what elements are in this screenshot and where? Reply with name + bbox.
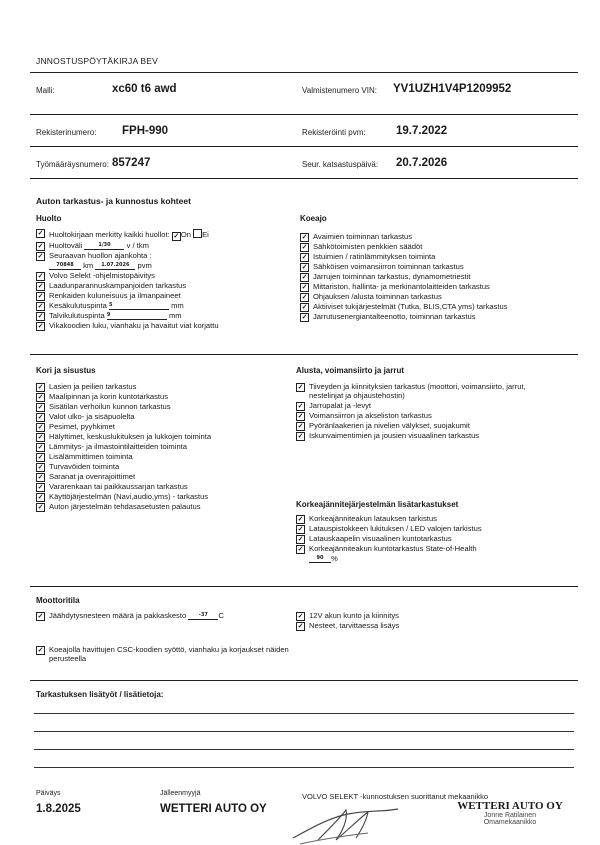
moottori-title: Moottoritila	[36, 596, 80, 605]
list-item: ✓ Laadunparannuskampanjoiden tarkastus	[37, 280, 187, 290]
list-item: ✓ Sisätilan verhoilun kunnon tarkastus	[37, 402, 171, 411]
stamp-company: WETTERI AUTO OY	[457, 800, 563, 812]
checkbox[interactable]: ✓	[301, 244, 308, 251]
work-order-value: 857247	[112, 157, 151, 169]
list-item: ✓ Pyöränlaakerien ja nivelien välykset, suojakumit	[297, 421, 470, 431]
vin-value: YV1UZH1V4P1209952	[393, 83, 512, 95]
list-item: ✓ Tiiveyden ja kiinnityksien tarkastus (moottori, voimansiirto, jarrut, nestelinjat ja ohjaustehostin)	[297, 382, 526, 401]
checkbox[interactable]: ✓	[37, 613, 44, 620]
list-item: ✓ Jarrutusenergiantalteenotto, toiminnan tarkastus	[301, 312, 476, 321]
list-item: ✓ Korkeajänniteakun kuntotarkastus State-of-Health	[297, 544, 477, 553]
huolto-title: Huolto	[36, 214, 62, 223]
checkbox[interactable]: ✓	[301, 254, 308, 261]
list-item: ✓ Maalipinnan ja korin kuntotarkastus	[37, 392, 169, 401]
list-item: ✓ Talvikulutuspinta 9 mm	[37, 310, 182, 320]
work-order-label: Työmääräysnumero:	[36, 160, 109, 169]
list-item: ✓ Jarrupalat ja -levyt	[297, 401, 372, 411]
checkbox-on[interactable]: ✓	[173, 233, 180, 240]
divider	[30, 586, 578, 587]
checkbox[interactable]: ✓	[37, 494, 44, 501]
soh-value: 90	[309, 554, 331, 563]
list-item: ✓ Vararenkaan tai paikkaussarjan tarkastus	[37, 482, 188, 491]
notes-line[interactable]	[34, 731, 574, 732]
checkbox[interactable]: ✓	[37, 322, 44, 330]
form-title: JNNOSTUSPÖYTÄKIRJA BEV	[36, 56, 159, 66]
notes-line[interactable]	[34, 749, 574, 750]
checkbox[interactable]: ✓	[301, 284, 308, 291]
list-item: ✓ Huoltoväli 1/30 v / tkm	[37, 240, 149, 250]
checkbox[interactable]: ✓	[37, 484, 44, 491]
next-inspection-value: 20.7.2026	[396, 157, 448, 169]
korkeajannite-list	[296, 514, 566, 564]
checkbox[interactable]: ✓	[37, 647, 44, 654]
list-item: ✓ Pesimet, pyyhkimet	[37, 422, 115, 431]
checkbox[interactable]: ✓	[37, 282, 44, 290]
checkbox[interactable]: ✓	[37, 230, 44, 237]
list-item: ✓ Aktiiviset tukijärjestelmät (Tutka, BLIS,CTA yms) tarkastus	[301, 302, 508, 311]
divider	[30, 114, 578, 115]
checkbox[interactable]: ✓	[37, 312, 44, 320]
stamp-name: Jonne Ratilainen	[483, 812, 537, 819]
list-item: ✓ Ohjauksen /alusta toiminnan tarkastus	[301, 292, 442, 301]
checkbox[interactable]: ✓	[301, 304, 308, 311]
list-item: ✓ Avaimien toiminnan tarkastus	[301, 232, 413, 241]
divider	[30, 680, 578, 681]
list-item: ✓ Kesäkulutuspinta 5 mm	[37, 300, 184, 310]
divider	[30, 72, 578, 73]
seller-label: Jälleenmyyjä	[160, 790, 201, 797]
list-item: ✓ Nesteet, tarvittaessa lisäys	[297, 621, 400, 630]
koeajo-title: Koeajo	[300, 214, 327, 223]
divider	[30, 146, 578, 147]
list-item: ✓ Seuraavan huollon ajankohta :	[37, 250, 152, 260]
checkbox[interactable]: ✓	[37, 474, 44, 481]
list-item: ✓ Koeajolla havittujen CSC-koodien syöttö, vianhaku ja korjaukset näiden perusteella	[37, 645, 289, 664]
huolto-list	[36, 228, 286, 331]
list-item: 70848 km 1.07.2026 pvm	[36, 261, 286, 270]
seller-value: WETTERI AUTO OY	[160, 803, 267, 815]
checkbox[interactable]: ✓	[37, 242, 44, 250]
checkbox[interactable]: ✓	[297, 423, 304, 431]
kori-list	[36, 382, 294, 512]
kori-title: Kori ja sisustus	[36, 366, 96, 375]
list-item: ✓ Käyttöjärjestelmän (Navi,audio,yms) - tarkastus	[37, 492, 209, 501]
list-item: ✓ Latauspistokkeen lukituksen / LED valojen tarkistus	[297, 524, 482, 533]
list-item: ✓ Latauskaapelin visuaalinen kuntotarkastus	[297, 534, 452, 543]
checkbox[interactable]: ✓	[37, 434, 44, 441]
model-label: Malli:	[36, 86, 55, 95]
list-item: ✓ 12V akun kunto ja kiinnitys	[297, 611, 399, 620]
divider	[30, 178, 578, 179]
list-item: ✓ Korkeajänniteakun latauksen tarkistus	[297, 514, 437, 523]
checkbox[interactable]: ✓	[301, 294, 308, 301]
list-item: ✓ Lämmitys- ja ilmastointilaitteiden toiminta	[37, 442, 188, 451]
moottori-list-right	[296, 611, 546, 631]
list-item: ✓ Lisälämmittimen toiminta	[37, 452, 133, 461]
registration-value: FPH-990	[122, 125, 169, 137]
checkbox[interactable]: ✓	[37, 414, 44, 421]
list-item: ✓ Voimansiirron ja akseliston tarkastus	[297, 411, 432, 421]
list-item: ✓ Sähkötoimisten penkkien säädöt	[301, 242, 423, 251]
list-item: ✓ Lasien ja peilien tarkastus	[37, 382, 137, 391]
list-item: ✓ Renkaiden kuluneisuus ja ilmanpaineet	[37, 290, 181, 300]
notes-title: Tarkastuksen lisätyöt / lisätietoja:	[36, 690, 164, 699]
checkbox[interactable]: ✓	[297, 526, 304, 533]
checkbox[interactable]: ✓	[37, 404, 44, 411]
checkbox[interactable]: ✓	[301, 234, 308, 241]
list-item: ✓ Iskunvaimentimien ja jousien visuaalinen tarkastus	[297, 431, 480, 441]
signature-image	[288, 800, 438, 845]
checkbox[interactable]: ✓	[297, 516, 304, 523]
checkbox[interactable]: ✓	[37, 394, 44, 401]
registration-date-label: Rekisteröinti pvm:	[302, 128, 366, 137]
list-item: 90 %	[296, 554, 566, 563]
checkbox[interactable]: ✓	[297, 546, 304, 553]
moottori-list-left	[36, 611, 296, 621]
checkbox[interactable]: ✓	[37, 464, 44, 471]
list-item: ✓ Valot ulko- ja sisäpuolelta	[37, 412, 135, 421]
moottori-list-csc	[36, 645, 298, 664]
koeajo-list	[300, 232, 580, 322]
checkbox[interactable]: ✓	[297, 613, 304, 620]
checkbox[interactable]: ✓	[301, 274, 308, 281]
date-value: 1.8.2025	[36, 803, 81, 815]
date-label: Päiväys	[36, 790, 61, 797]
model-value: xc60 t6 awd	[112, 83, 177, 95]
vin-label: Valmistenumero VIN:	[302, 86, 377, 95]
list-item: ✓ Jäähdytysnesteen määrä ja pakkaskesto -37 C	[37, 611, 224, 620]
alusta-title: Alusta, voimansiirto ja jarrut	[296, 366, 405, 375]
mechanic-label: VOLVO SELEKT -kunnostuksen suorittanut mekaanikko	[302, 792, 489, 801]
next-inspection-label: Seur. katsastuspäivä:	[302, 160, 379, 169]
checkbox[interactable]: ✓	[37, 384, 44, 391]
list-item: ✓ Jarrujen toiminnan tarkastus, dynamometriestit	[301, 272, 471, 281]
mechanic-stamp	[440, 800, 580, 826]
checkbox[interactable]: ✓	[297, 413, 304, 421]
korkeajannite-title: Korkeajännitejärjestelmän lisätarkastukset	[296, 500, 459, 509]
stamp-title: Omamekaanikko	[483, 819, 537, 826]
list-item: ✓ Volvo Selekt -ohjelmistopäivitys	[37, 270, 155, 280]
checkbox[interactable]: ✓	[37, 292, 44, 300]
checkbox[interactable]: ✓	[301, 264, 308, 271]
list-item: ✓ Turvavöiden toiminta	[37, 462, 120, 471]
checkbox[interactable]: ✓	[37, 272, 44, 280]
list-item: ✓ Vikakoodien luku, vianhaku ja havaitut viat korjattu	[37, 320, 219, 330]
checkbox[interactable]: ✓	[297, 433, 304, 441]
list-item: ✓ Sähköisen voimansiirron toiminnan tarkastus	[301, 262, 464, 271]
checkbox[interactable]: ✓	[297, 536, 304, 543]
registration-label: Rekisterinumero:	[36, 128, 97, 137]
alusta-list	[296, 382, 546, 441]
checkbox[interactable]: ✓	[37, 424, 44, 431]
checkbox[interactable]: ✓	[297, 403, 304, 411]
checkbox[interactable]: ✓	[297, 623, 304, 630]
notes-line[interactable]	[34, 767, 574, 768]
checkbox[interactable]: ✓	[301, 314, 308, 321]
checkbox[interactable]: ✓	[37, 302, 44, 310]
divider	[30, 354, 578, 355]
checkbox[interactable]: ✓	[37, 454, 44, 461]
list-item: ✓ Saranat ja ovenrajoittimet	[37, 472, 136, 481]
checkbox[interactable]: ✓	[37, 504, 44, 511]
registration-date-value: 19.7.2022	[396, 125, 448, 137]
notes-line[interactable]	[34, 713, 574, 714]
list-item: ✓ Hälyttimet, keskuslukituksen ja lukkojen toiminta	[37, 432, 212, 441]
list-item: ✓ Mittariston, hallinta- ja merkinantolaitteiden tarkastus	[301, 282, 490, 291]
checkbox[interactable]: ✓	[297, 384, 304, 391]
list-item: ✓ Huoltokirjaan merkitty kaikki huollot: ✓ On Ei	[37, 230, 209, 240]
checkbox-ei[interactable]	[193, 229, 202, 238]
checkbox[interactable]: ✓	[37, 252, 44, 260]
checkbox[interactable]: ✓	[37, 444, 44, 451]
list-item: ✓ Auton järjestelmän tehdasasetusten palautus	[37, 502, 201, 511]
checklist-title: Auton tarkastus- ja kunnostus kohteet	[36, 196, 191, 206]
list-item: ✓ Istuimien / ratinlämmityksen toiminta	[301, 252, 436, 261]
